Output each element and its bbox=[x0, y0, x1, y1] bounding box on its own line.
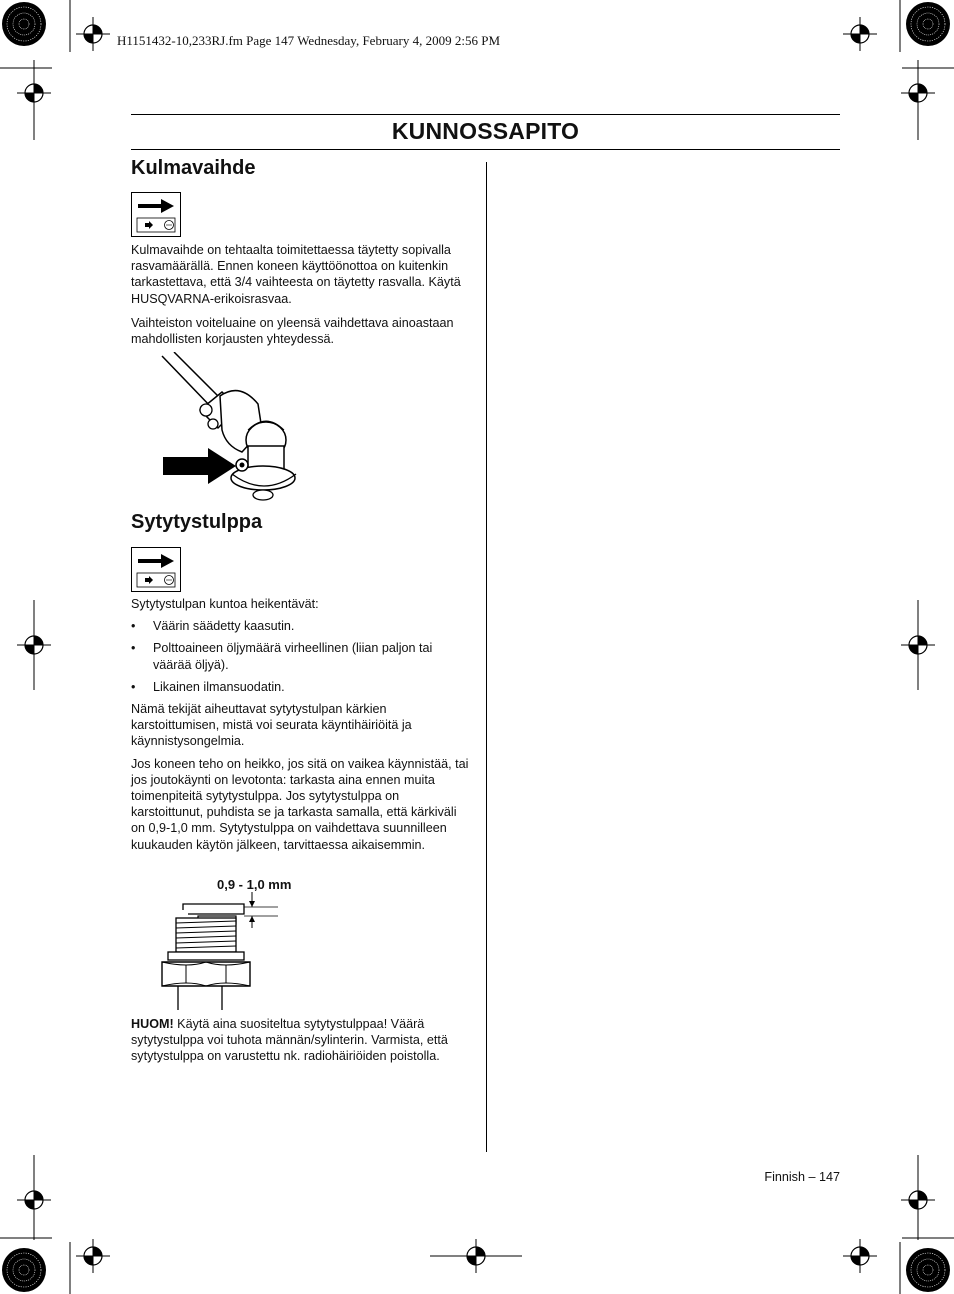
gear-paragraph-2: Vaihteiston voiteluaine on yleensä vaihdettava ainoastaan mahdollisten korjausten yhteydessä. bbox=[131, 315, 454, 347]
list-item-text: Polttoaineen öljymäärä virheellinen (liian paljon tai väärää öljyä). bbox=[153, 641, 433, 672]
gear-text-block bbox=[131, 242, 471, 347]
title-top-rule bbox=[131, 114, 840, 115]
file-header-line: H1151432-10,233RJ.fm Page 147 Wednesday, February 4, 2009 2:56 PM bbox=[117, 33, 501, 48]
note-label: HUOM! bbox=[131, 1017, 174, 1031]
electrode-gap-label: 0,9 - 1,0 mm bbox=[217, 877, 292, 892]
maintenance-symbol-icon bbox=[131, 547, 181, 592]
angle-gear-illustration bbox=[160, 352, 320, 507]
list-item bbox=[131, 679, 471, 695]
bullet-mark: • bbox=[131, 619, 136, 634]
spark-plug-paragraph-1: Nämä tekijät aiheuttavat sytytystulpan kärkien karstoittumisen, mistä voi seurata käyntihäiriöitä ja käynnistysongelmia. bbox=[131, 702, 412, 749]
spark-plug-intro: Sytytystulpan kuntoa heikentävät: bbox=[131, 597, 319, 611]
gear-heading: Kulmavaihde bbox=[131, 157, 256, 179]
spark-plug-text-block bbox=[131, 596, 471, 853]
column-divider bbox=[486, 162, 487, 1152]
spark-plug-heading: Sytytystulppa bbox=[131, 511, 263, 533]
bullet-mark: • bbox=[131, 641, 136, 656]
page-title: KUNNOSSAPITO bbox=[391, 118, 580, 144]
note-block bbox=[131, 1016, 471, 1065]
maintenance-symbol-icon bbox=[131, 192, 181, 237]
note-text: Käytä aina suositeltua sytytystulppaa! Väärä sytytystulppa voi tuhota männän/sylinterin. Varmista, että sytytystulppa on varustettu nk. radiohäiriöiden poistolla. bbox=[131, 1017, 448, 1064]
spark-plug-illustration bbox=[158, 892, 288, 1012]
list-item-text: Likainen ilmansuodatin. bbox=[153, 679, 285, 694]
list-item-text: Väärin säädetty kaasutin. bbox=[153, 619, 295, 634]
gear-paragraph-1: Kulmavaihde on tehtaalta toimitettaessa täytetty sopivalla rasvamäärällä. Ennen koneen käyttöönottoa on kuitenkin tarkastettava, että 3/4 vaihteesta on täytetty rasvalla. Käytä HUSQVARNA-erikoisrasvaa. bbox=[131, 243, 461, 306]
title-bottom-rule bbox=[131, 149, 840, 150]
list-item bbox=[131, 640, 471, 672]
list-item bbox=[131, 618, 471, 634]
page-footer: Finnish – 147 bbox=[764, 1170, 840, 1184]
bullet-mark: • bbox=[131, 679, 136, 694]
spark-plug-paragraph-2: Jos koneen teho on heikko, jos sitä on vaikea käynnistää, tai jos joutokäynti on levotonta: tarkasta aina ennen muita toimenpiteitä sytytystulppa. Jos sytytystulppa on karstoittunut, puhdista se ja tarkasta samalla, että kärkiväli on 0,9-1,0 mm. Sytytystulppa on vaihdettava suunnilleen kuukauden käytön jälkeen, tarvittaessa aikaisemmin. bbox=[131, 756, 469, 852]
